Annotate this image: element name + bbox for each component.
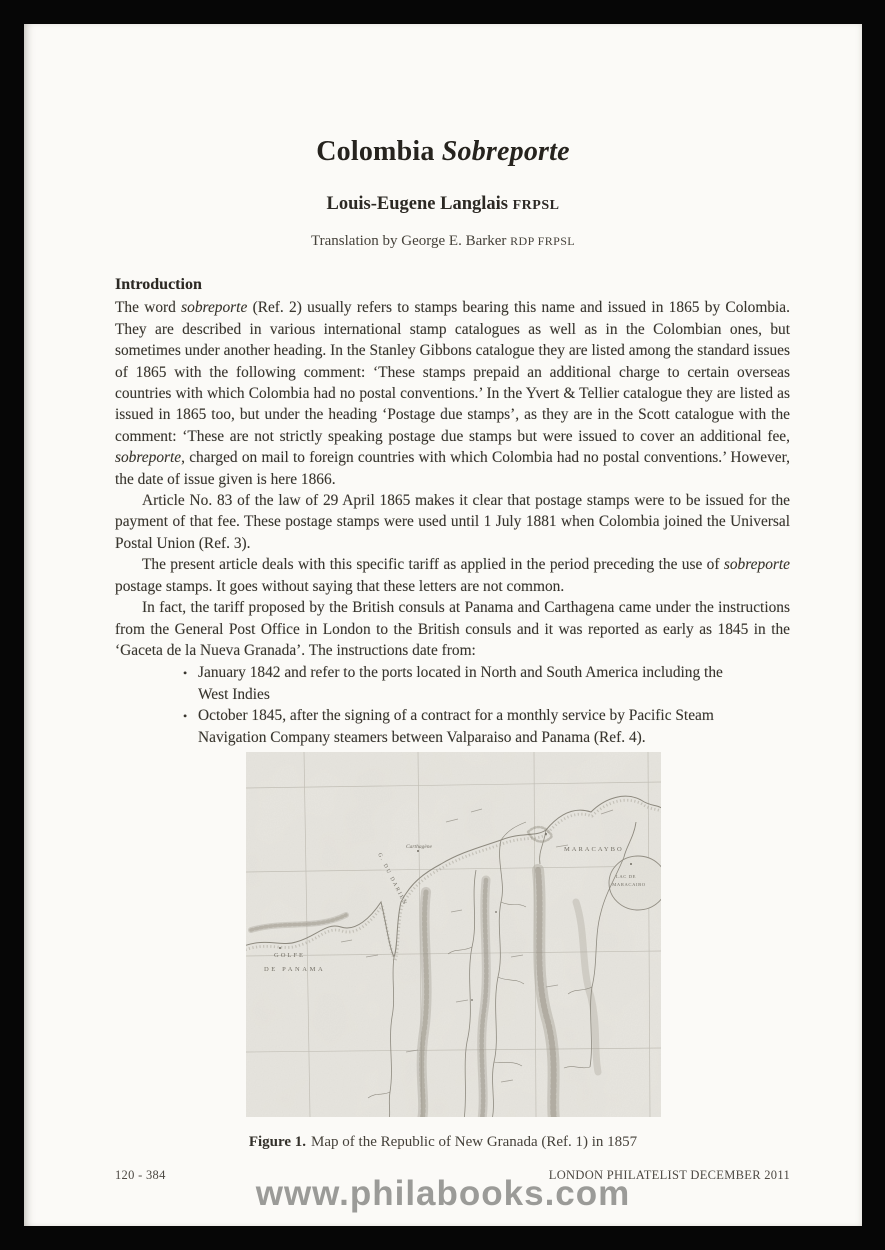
translator-postnominal: RDP FRPSL: [510, 234, 575, 248]
article-title-italic: Sobreporte: [441, 136, 570, 167]
map-scan-grain: [246, 752, 661, 1117]
translator-name: Translation by George E. Barker: [311, 233, 511, 249]
figure-caption-text: Map of the Republic of New Granada (Ref. 1) in 1857: [311, 1134, 638, 1150]
map-svg: [246, 752, 661, 1117]
author-byline: [24, 194, 862, 215]
footer-journal-name: LONDON PHILATELIST DECEMBER 2011: [548, 1168, 790, 1182]
footer-page-number: 120 - 384: [115, 1168, 166, 1182]
author-name: Louis-Eugene Langlais: [326, 194, 513, 214]
bullet-item-1: • January 1842 and refer to the ports located in North and South America including the West Indies: [182, 662, 742, 705]
page: [24, 24, 862, 1226]
section-heading: Introduction: [115, 276, 202, 293]
paragraph-1: The word sobreporte (Ref. 2) usually refers to stamps bearing this name and issued in 1865 by Colombia. They are described in various international stamp catalogues as well as in the Colombian ones, but sometimes under another heading. In the Stanley Gibbons catalogue they are listed among the standard issues of 1865 with the following comment: ‘These stamps prepaid an additional charge to certain overseas countries with which Colombia had no postal conventions.’ In the Yvert & Tellier catalogue they are listed as issued in 1865 too, but under the heading ‘Postage due stamps’, as they are in the Scott catalogue with the comment: ‘These are not strictly speaking postage due stamps but were issued to cover an additional fee, sobreporte, charged on mail to foreign countries with which Colombia had no postal conventions.’ However, the date of issue given is here 1866.: [115, 299, 790, 488]
paragraph-4: In fact, the tariff proposed by the British consuls at Panama and Carthagena came under the instructions from the General Post Office in London to the British consuls and it was reported as early as 1845 in the ‘Gaceta de la Nueva Granada’. The instructions date from:: [115, 599, 790, 659]
bullet-item-2: • October 1845, after the signing of a contract for a monthly service by Pacific Steam Navigation Company steamers between Valparaiso and Panama (Ref. 4).: [182, 705, 742, 748]
paragraph-3: The present article deals with this specific tariff as applied in the period preceding the use of sobreporte postage stamps. It goes without saying that these letters are not common.: [115, 556, 790, 595]
figure-caption: [24, 1134, 862, 1151]
philabooks-watermark: www.philabooks.com: [255, 1174, 631, 1213]
article-title-main: Colombia: [316, 136, 442, 167]
paragraph-2: Article No. 83 of the law of 29 April 1865 makes it clear that postage stamps were to be issued for the payment of that fee. These postage stamps were used until 1 July 1881 when Colombia joined the Universal Postal Union (Ref. 3).: [115, 492, 790, 552]
article-title: [24, 136, 862, 168]
translation-credit: [24, 233, 862, 250]
figure-caption-label: Figure 1.: [248, 1134, 307, 1150]
author-postnominal: FRPSL: [512, 198, 560, 213]
figure-map-image: [246, 752, 661, 1117]
bullet-list: [182, 662, 742, 748]
article-body: [115, 274, 790, 748]
